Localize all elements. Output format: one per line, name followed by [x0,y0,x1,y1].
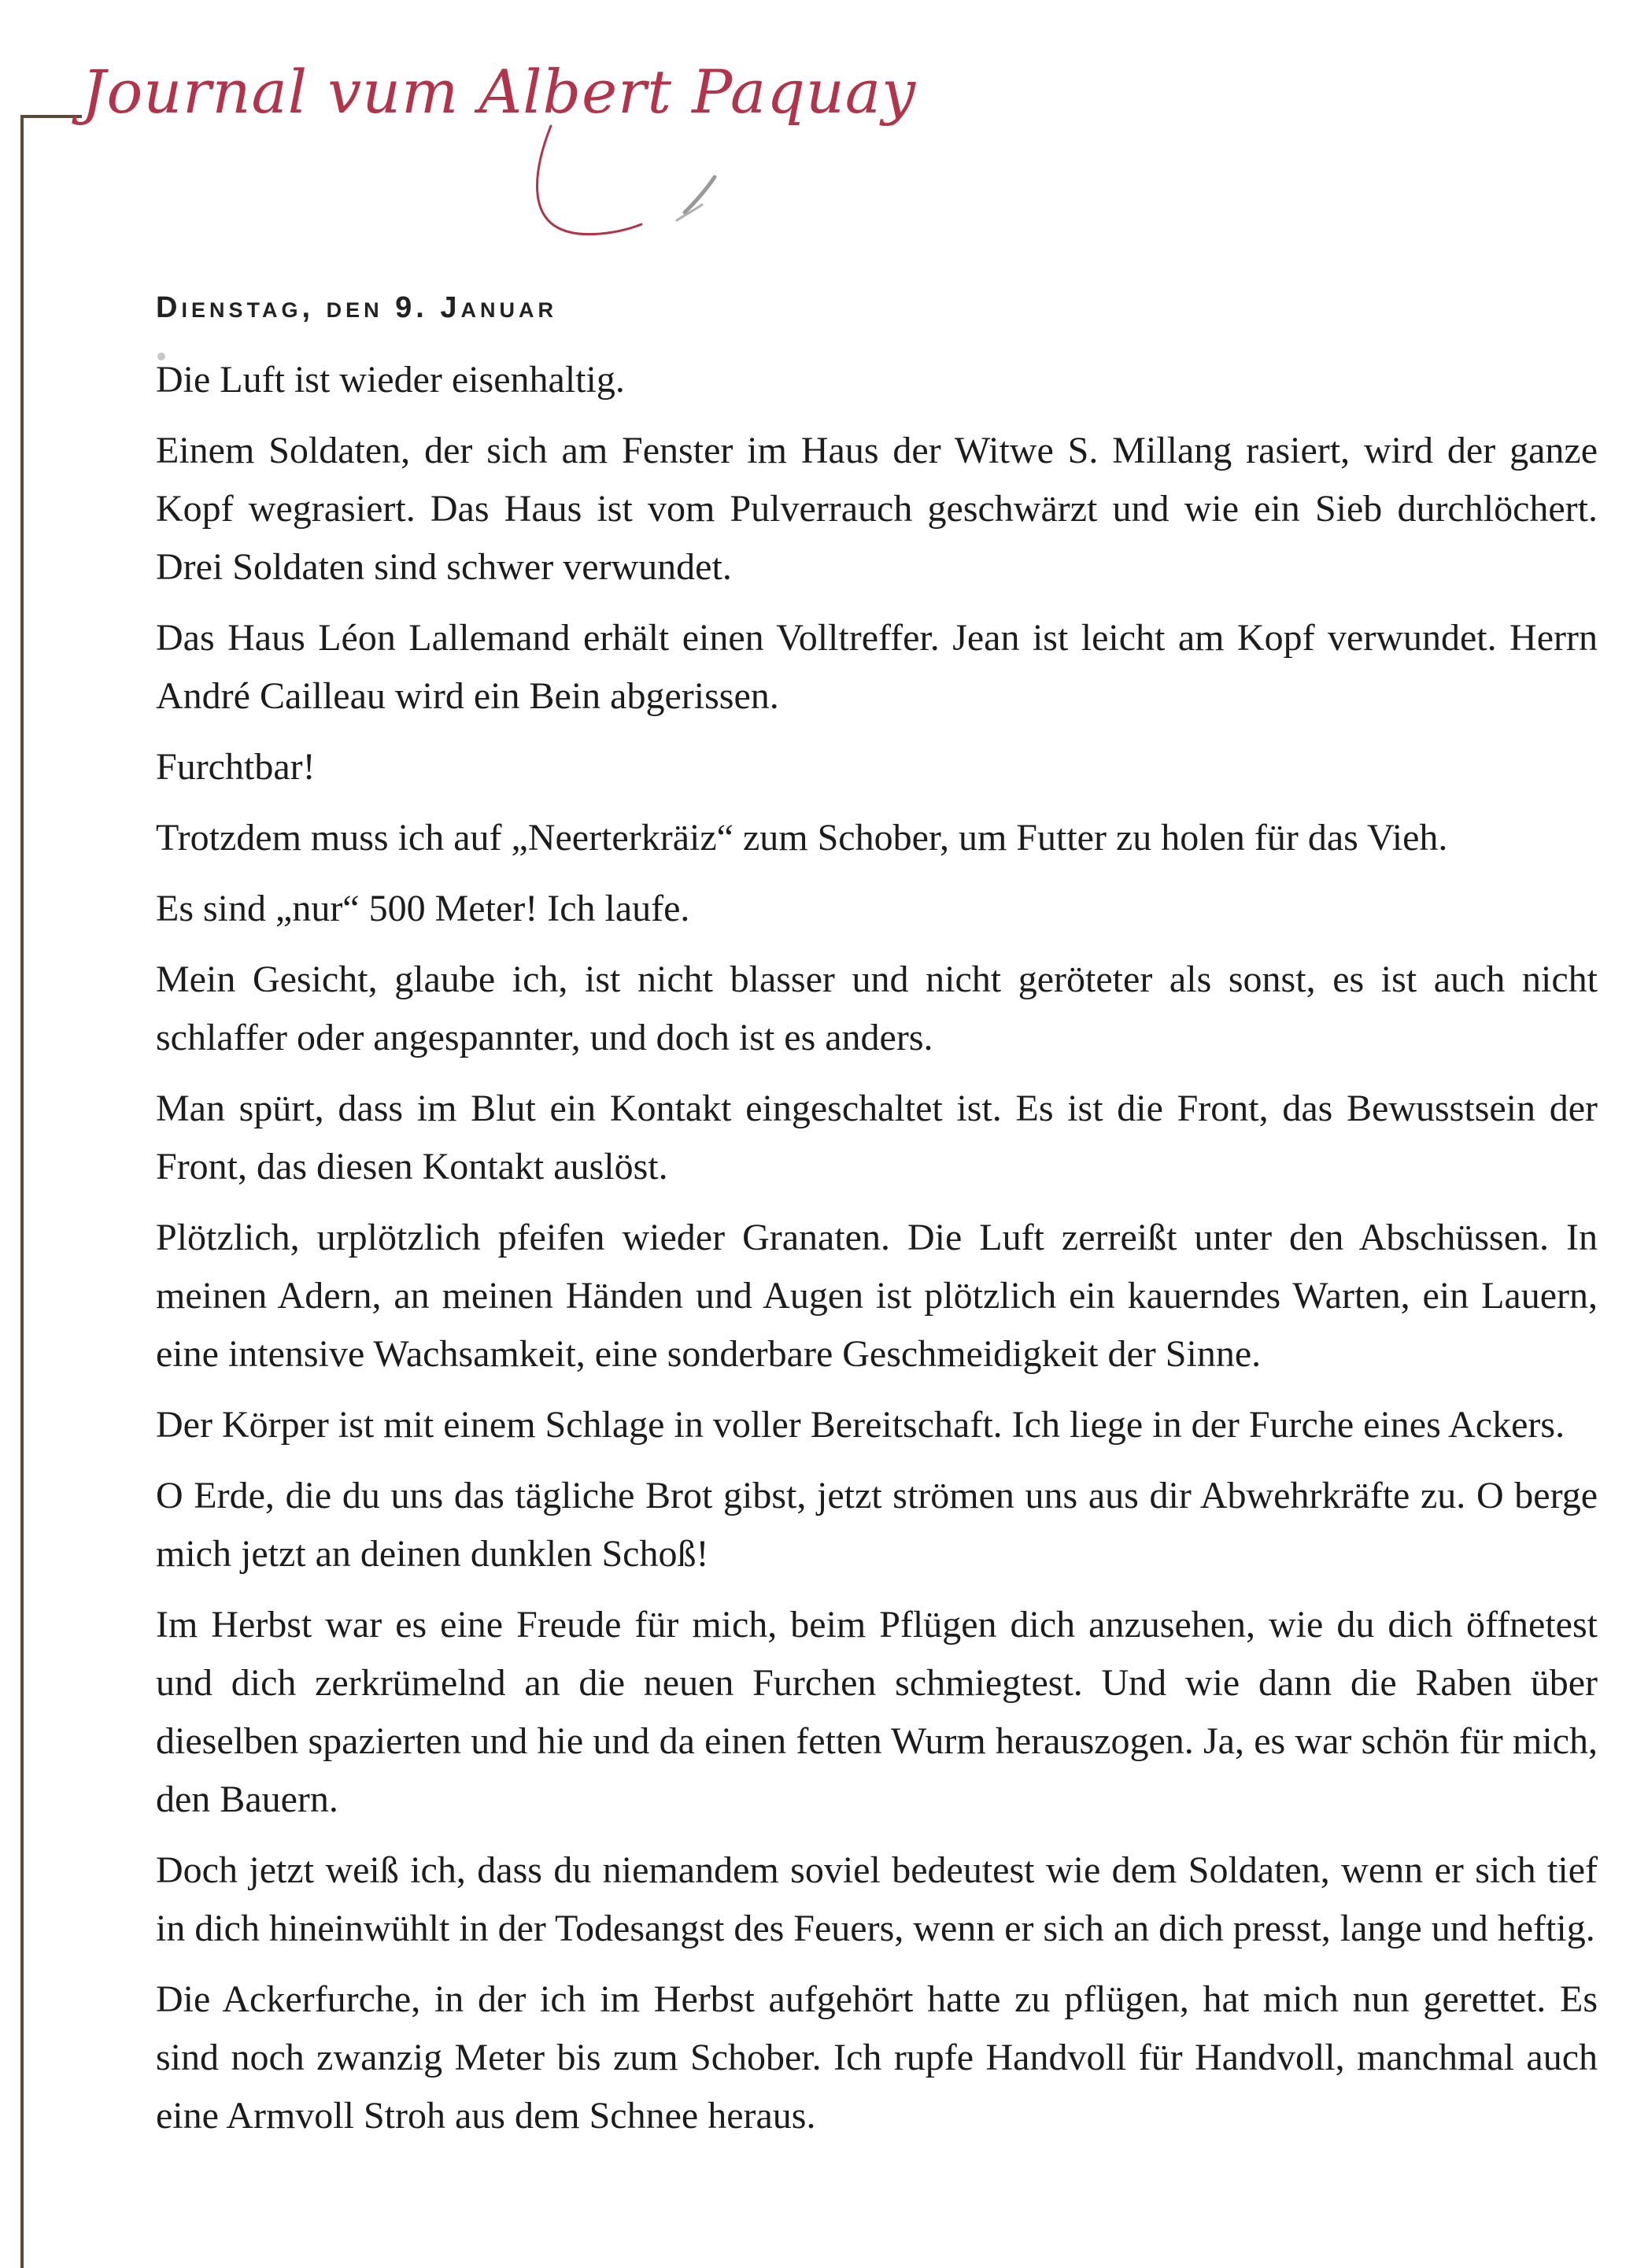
paragraph: O Erde, die du uns das tägliche Brot gibst, jetzt strömen uns aus dir Abwehrkräfte zu. O berge mich jetzt an deinen dunklen Schoß! [156,1475,1598,1575]
paragraph: Furchtbar! [156,746,316,788]
paragraph: Man spürt, dass im Blut ein Kontakt eingeschaltet ist. Es ist die Front, das Bewusstsein der Front, das diesen Kontakt auslöst. [156,1088,1598,1188]
title-flourish-ornament [504,94,740,252]
frame-top-rule [20,115,82,118]
paragraph: Das Haus Léon Lallemand erhält einen Volltreffer. Jean ist leicht am Kopf verwundet. Herrn André Cailleau wird ein Bein abgerissen. [156,617,1598,717]
frame-vertical-rule [20,116,24,2268]
paragraph: Einem Soldaten, der sich am Fenster im Haus der Witwe S. Millang rasiert, wird der ganze Kopf wegrasiert. Das Haus ist vom Pulverrauch geschwärzt und wie ein Sieb durchlöchert. Drei Soldaten sind schwer verwundet. [156,430,1598,588]
paragraph: Es sind „nur“ 500 Meter! Ich laufe. [156,888,690,929]
paragraph: Die Luft ist wieder eisenhaltig. [156,359,625,401]
entry-date-heading: Dienstag, den 9. Januar [156,291,558,324]
journal-title: Journal vum Albert Paquay [82,57,917,127]
paragraph: Plötzlich, urplötzlich pfeifen wieder Granaten. Die Luft zerreißt unter den Abschüssen. In meinen Adern, an meinen Händen und Augen ist plötzlich ein kauerndes Warten, ein Lauern, eine intensive Wachsamkeit, eine sonderbare Geschmeidigkeit der Sinne. [156,1217,1598,1375]
paragraph: Der Körper ist mit einem Schlage in voller Bereitschaft. Ich liege in der Furche eines Ackers. [156,1404,1565,1446]
journal-entry-body [156,351,1598,2145]
paragraph: Doch jetzt weiß ich, dass du niemandem soviel bedeutest wie dem Soldaten, wenn er sich tief in dich hineinwühlt in der Todesangst des Feuers, wenn er sich an dich presst, lange und heftig. [156,1849,1598,1949]
paragraph: Die Ackerfurche, in der ich im Herbst aufgehört hatte zu pflügen, hat mich nun gerettet. Es sind noch zwanzig Meter bis zum Schober. Ich rupfe Handvoll für Handvoll, manchmal auch eine Armvoll Stroh aus dem Schnee heraus. [156,1978,1598,2137]
paragraph: Mein Gesicht, glaube ich, ist nicht blasser und nicht geröteter als sonst, es ist auch nicht schlaffer oder angespannter, und doch ist es anders. [156,959,1598,1058]
paragraph: Trotzdem muss ich auf „Neerterkräiz“ zum Schober, um Futter zu holen für das Vieh. [156,817,1448,859]
paragraph: Im Herbst war es eine Freude für mich, beim Pflügen dich anzusehen, wie du dich öffnetest und dich zerkrümelnd an die neuen Furchen schmiegtest. Und wie dann die Raben über dieselben spazierten und hie und da einen fetten Wurm herauszogen. Ja, es war schön für mich, den Bauern. [156,1604,1598,1820]
